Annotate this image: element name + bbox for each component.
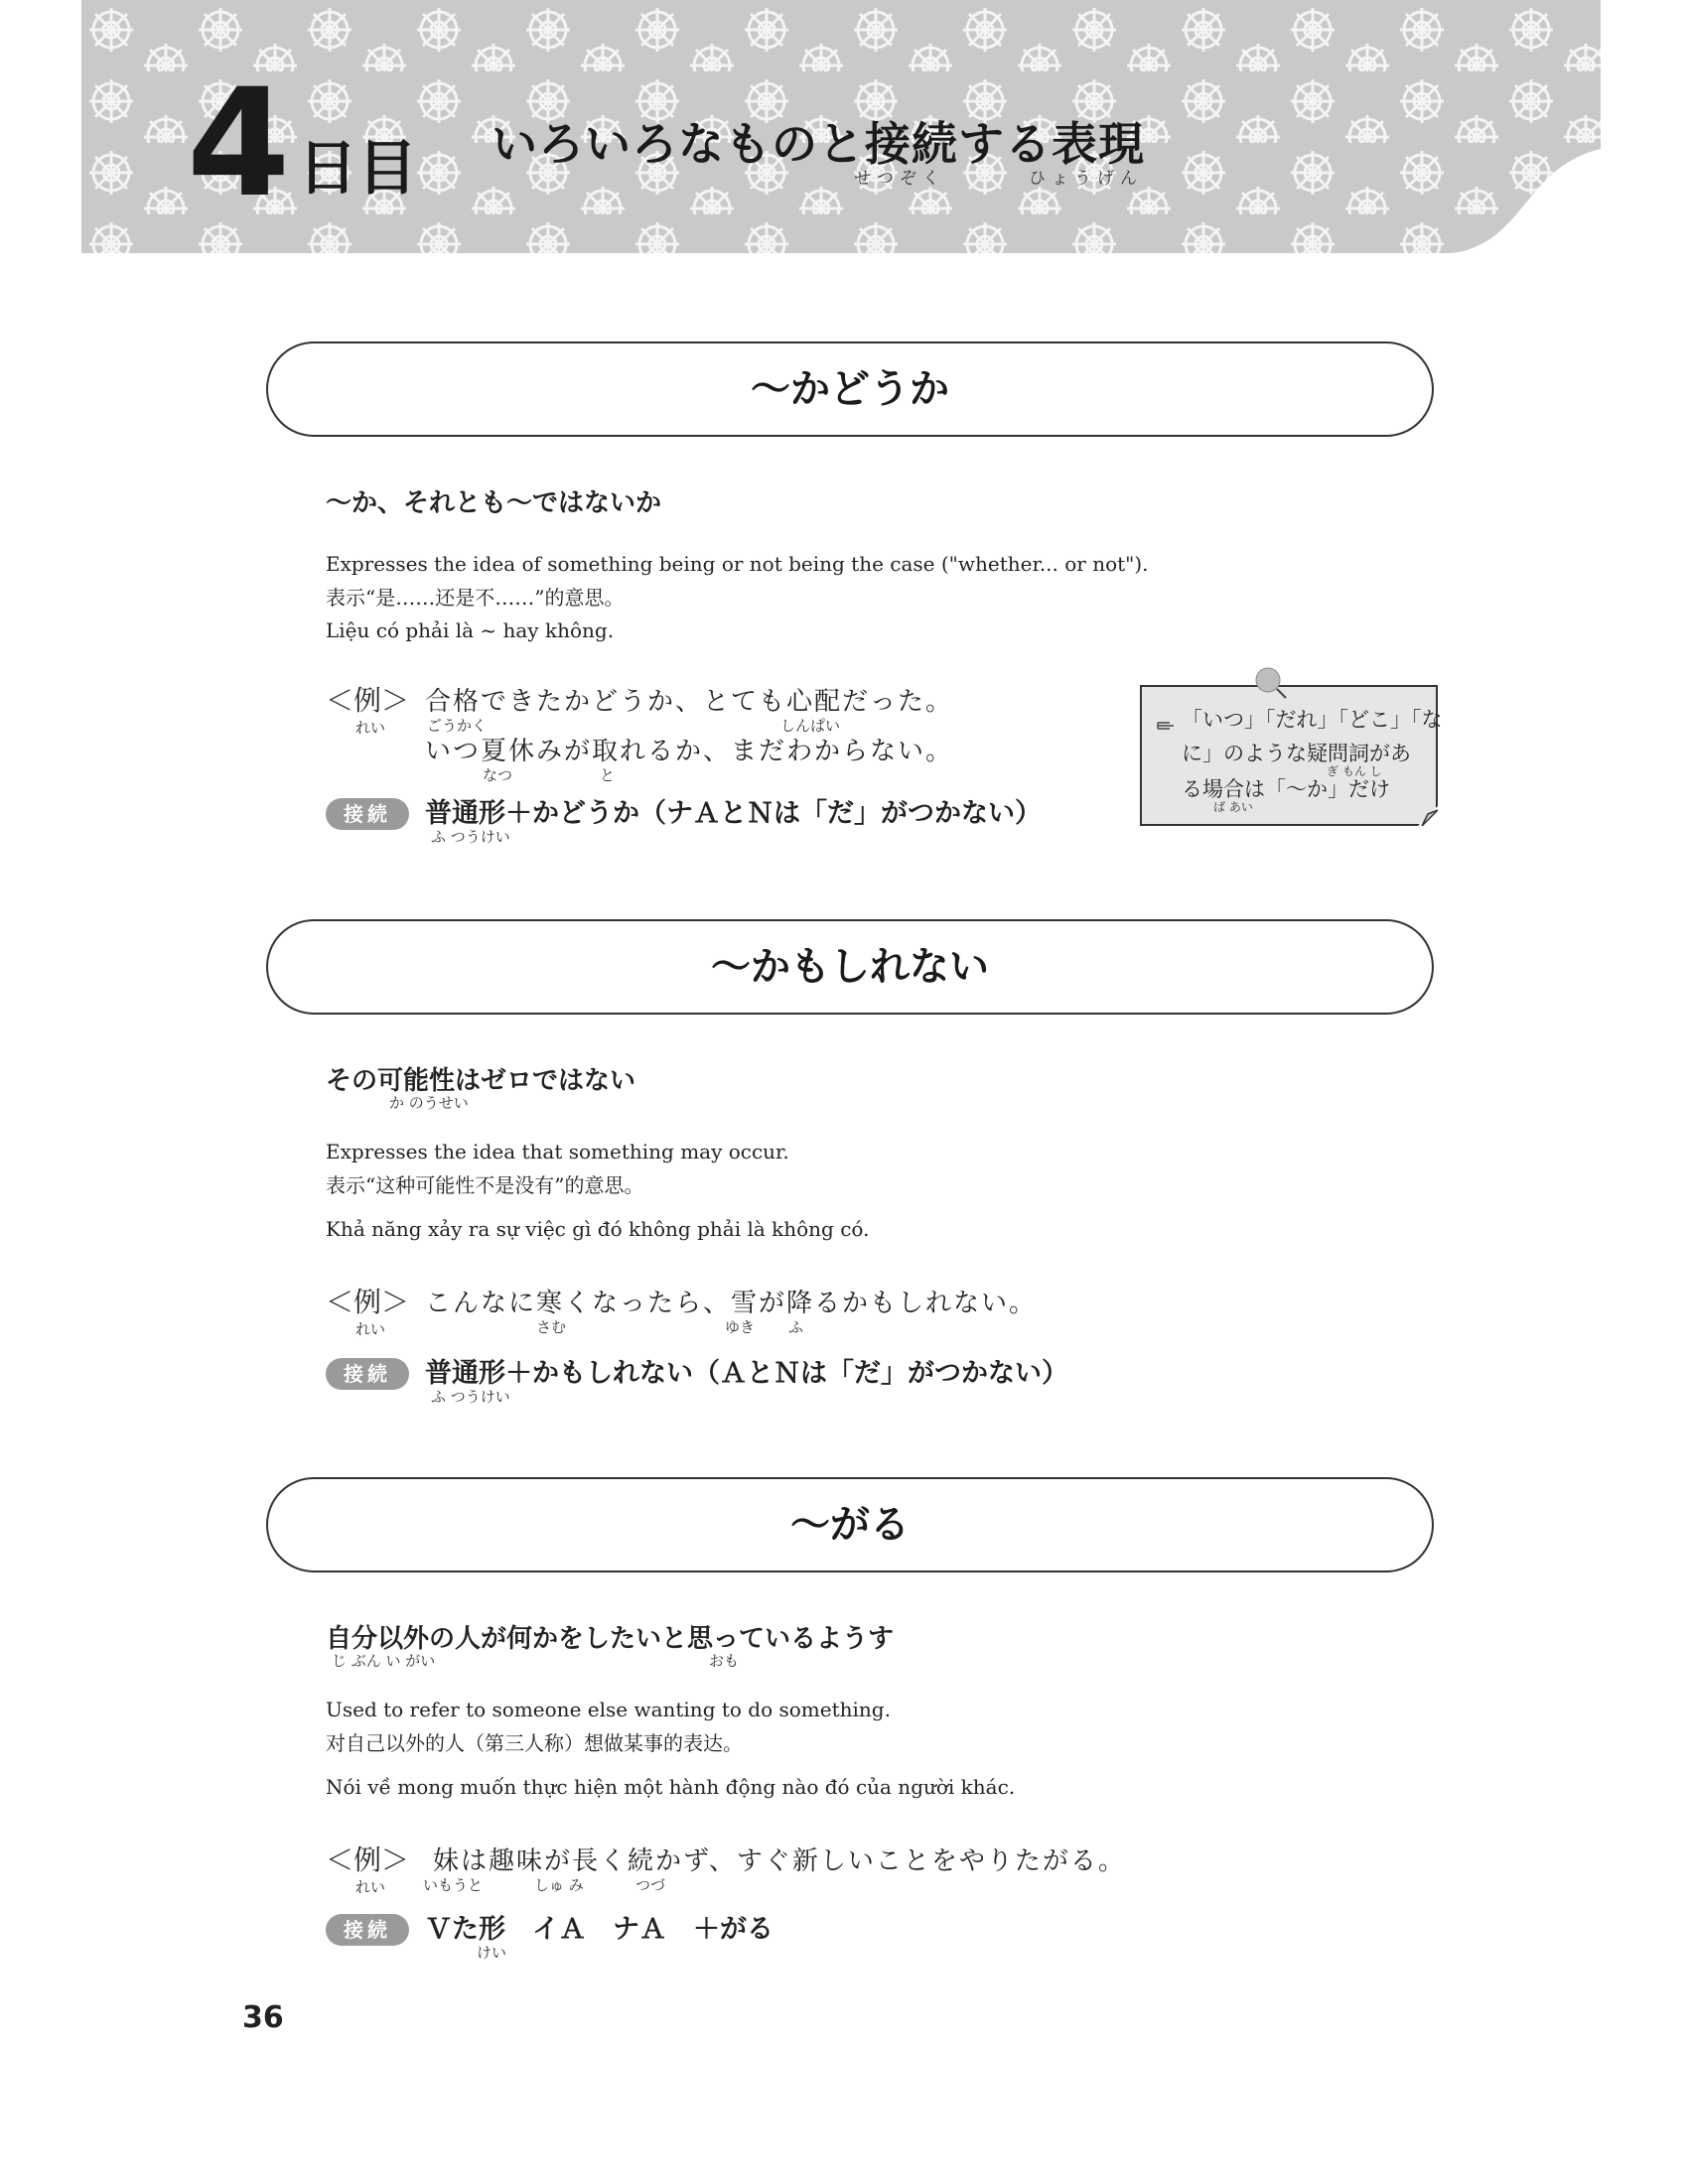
connection-badge: 接続 <box>326 1358 409 1390</box>
pattern-heading-garu <box>266 1477 1434 1572</box>
connection-rule: 普通形＋かもしれない（ＡとＮは「だ」がつかない） <box>425 1358 1068 1389</box>
connection-badge: 接続 <box>326 798 409 830</box>
note-line: 「いつ」「だれ」「どこ」「な <box>1182 708 1443 732</box>
page-curl-icon <box>1414 806 1438 826</box>
connection-ruby: ふ つうけい <box>431 828 510 846</box>
translation-english: Used to refer to someone else wanting to do something. <box>326 1698 891 1721</box>
title-ruby-hyougen: ひょうげん <box>1029 169 1143 189</box>
translation-chinese: 对自己以外的人（第三人称）想做某事的表达。 <box>326 1731 743 1755</box>
example-label: ＜例＞ <box>326 1286 410 1318</box>
meaning-text: ～か、それとも～ではないか <box>326 488 662 518</box>
title-ruby-setsuzoku: せつぞく <box>854 169 945 189</box>
example-ruby: しゅ み <box>534 1876 584 1894</box>
translation-chinese: 表示“这种可能性不是没有”的意思。 <box>326 1173 644 1197</box>
pointing-hand-icon <box>1156 719 1178 733</box>
example-ruby: なつ <box>483 766 513 784</box>
translation-vietnamese: Liệu có phải là ~ hay không. <box>326 618 615 642</box>
example-ruby: つづ <box>635 1876 666 1894</box>
connection-ruby: ふ つうけい <box>431 1388 510 1406</box>
translation-english: Expresses the idea that something may occur. <box>326 1140 789 1163</box>
meaning-ruby: か のうせい <box>389 1094 469 1112</box>
page-number: 36 <box>242 2000 284 2035</box>
translation-chinese: 表示“是……还是不……”的意思。 <box>326 586 625 610</box>
example-label: ＜例＞ <box>326 1843 410 1876</box>
magnifier-icon <box>1253 665 1289 701</box>
translation-vietnamese: Nói về mong muốn thực hiện một hành động nào đó của người khác. <box>326 1775 1016 1799</box>
translation-vietnamese: Khả năng xảy ra sự việc gì đó không phải là không có. <box>326 1217 870 1241</box>
meaning-ruby: おも <box>709 1652 740 1670</box>
example-sentence: 妹は趣味が長く続かず、すぐ新しいことをやりたがる。 <box>433 1846 1126 1876</box>
note-ruby: ぎ もん し <box>1327 764 1382 778</box>
example-label: ＜例＞ <box>326 684 410 717</box>
pattern-title: ～かもしれない <box>711 944 989 990</box>
example-label-ruby: れい <box>355 1878 386 1896</box>
note-line: に」のような疑問詞があ <box>1182 742 1411 765</box>
connection-rule: 普通形＋かどうか（ナＡとＮは「だ」がつかない） <box>425 798 1042 829</box>
example-label-ruby: れい <box>355 719 386 737</box>
example-ruby: ごうかく <box>427 717 488 735</box>
example-sentence: いつ夏休みが取れるか、まだわからない。 <box>425 737 954 766</box>
day-number: 4 <box>187 58 287 230</box>
translation-english: Expresses the idea of something being or not being the case ("whether... or not"). <box>326 552 1149 576</box>
pattern-heading-kamoshirenai <box>266 919 1434 1015</box>
example-ruby: しんぱい <box>780 717 841 735</box>
example-ruby: と <box>600 766 616 784</box>
connection-ruby: けい <box>477 1944 507 1962</box>
pattern-heading-kadouka <box>266 341 1434 437</box>
meaning-text: 自分以外の人が何かをしたいと思っているようす <box>326 1624 895 1654</box>
note-ruby: ば あい <box>1213 800 1253 814</box>
example-label-ruby: れい <box>355 1320 386 1338</box>
example-ruby: さむ <box>536 1318 567 1336</box>
example-ruby: いもうと <box>423 1876 484 1894</box>
example-sentence: こんなに寒くなったら、雪が降るかもしれない。 <box>425 1289 1038 1318</box>
connection-rule: Ｖた形 イＡ ナＡ ＋がる <box>425 1914 774 1945</box>
example-ruby: ふ <box>788 1318 804 1336</box>
pattern-title: ～がる <box>790 1502 910 1548</box>
example-sentence: 合格できたかどうか、とても心配だった。 <box>425 687 954 717</box>
meaning-text: その可能性はゼロではない <box>326 1066 636 1096</box>
day-suffix: 日目 <box>298 134 417 204</box>
note-line: る場合は「～か」だけ <box>1182 777 1390 801</box>
chapter-title: いろいろなものと接続する表現 <box>492 117 1145 171</box>
example-ruby: ゆき <box>725 1318 756 1336</box>
connection-badge: 接続 <box>326 1914 409 1946</box>
meaning-ruby: じ ぶん い がい <box>332 1652 436 1670</box>
pattern-title: ～かどうか <box>751 366 949 412</box>
